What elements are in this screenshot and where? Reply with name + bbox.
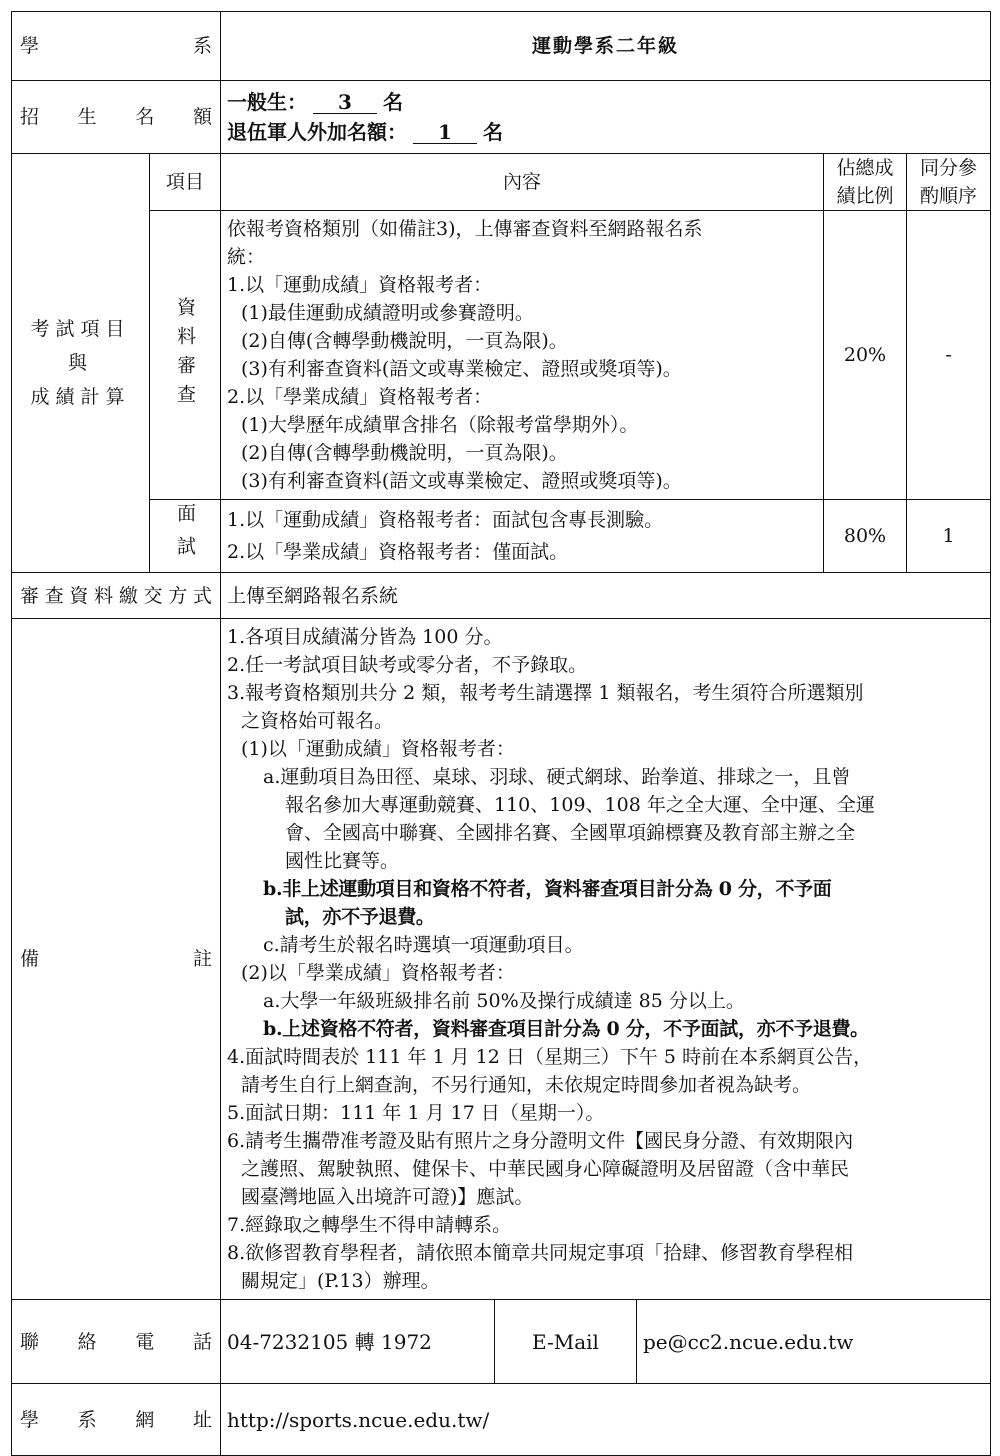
exam-header-weight-1: 佔總成 <box>836 157 894 179</box>
note-line: 會、全國高中聯賽、全國排名賽、全國單項錦標賽及教育部主辦之全 <box>285 822 856 844</box>
review-line: 2.以「學業成績」資格報考者： <box>227 386 493 408</box>
exam-header-content: 內容 <box>221 154 824 211</box>
note-line: 7.經錄取之轉學生不得申請轉系。 <box>227 1214 512 1236</box>
review-weight: 20% <box>824 211 907 500</box>
review-row <box>12 211 991 500</box>
email-label: E-Mail <box>495 1300 637 1384</box>
quota-label <box>20 103 212 131</box>
interview-item-cell <box>150 500 221 573</box>
label-char: 學 <box>20 1408 40 1431</box>
note-line: 8.欲修習教育學程者，請依照本簡章共同規定事項「拾肆、修習教育學程相 <box>227 1242 854 1264</box>
label-char: 話 <box>192 1330 212 1353</box>
label-char: 式 <box>192 584 212 607</box>
note-line: 國臺灣地區入出境許可證)】應試。 <box>241 1186 534 1208</box>
quota-label-cell <box>12 81 221 154</box>
review-line: (3)有利審查資料(語文或專業檢定、證照或獎項等)。 <box>241 470 682 492</box>
label-char: 資 <box>69 584 89 607</box>
label-char: 聯 <box>20 1330 40 1353</box>
submission-row <box>12 573 991 619</box>
note-line: (1)以「運動成績」資格報考者： <box>241 738 515 760</box>
note-line: b.非上述運動項目和資格不符者，資料審查項目計分為 0 分，不予面 <box>263 878 832 900</box>
note-line: a.大學一年級班級排名前 50%及操行成績達 85 分以上。 <box>263 990 745 1012</box>
admission-table <box>11 11 991 1456</box>
note-line: a.運動項目為田徑、桌球、羽球、硬式網球、跆拳道、排球之一，且曾 <box>263 766 851 788</box>
interview-line: 1.以「運動成績」資格報考者：面試包含專長測驗。 <box>227 509 664 531</box>
quota-general-label: 一般生： <box>227 90 307 114</box>
note-line: 試，亦不予退費。 <box>285 906 435 928</box>
review-line: 統： <box>227 246 266 268</box>
notes-label-cell <box>12 619 221 1300</box>
note-line: 6.請考生攜帶准考證及貼有照片之身分證明文件【國民身分證、有效期限內 <box>227 1130 854 1152</box>
label-char: 方 <box>168 584 188 607</box>
website-label <box>20 1406 212 1434</box>
submission-label <box>20 582 212 610</box>
label-char: 繳 <box>118 584 138 607</box>
interview-weight: 80% <box>824 500 907 573</box>
note-line: 國性比賽等。 <box>285 850 400 872</box>
quota-general-unit: 名 <box>383 90 403 114</box>
review-item-cell <box>150 211 221 500</box>
label-char: 註 <box>192 948 212 970</box>
phone-value: 04-7232105 轉 1972 <box>221 1300 495 1384</box>
submission-value: 上傳至網路報名系統 <box>221 573 991 619</box>
review-content <box>221 211 824 500</box>
website-label-cell <box>12 1384 221 1456</box>
exam-header-tie-1: 同分參 <box>920 157 978 179</box>
label-char: 名 <box>135 106 155 128</box>
exam-section-line-1: 考試項目 <box>30 318 131 340</box>
note-line: 之資格始可報名。 <box>241 710 394 732</box>
submission-label-cell <box>12 573 221 619</box>
note-line: 報名參加大專運動競賽、110、109、108 年之全大運、全中運、全運 <box>285 794 875 816</box>
label-char: 學 <box>20 35 40 57</box>
interview-item-label: 面試 <box>174 503 196 569</box>
exam-header-tie <box>907 154 991 211</box>
note-line: b.上述資格不符者，資料審查項目計分為 0 分，不予面試，亦不予退費。 <box>263 1018 869 1040</box>
label-char: 系 <box>192 35 212 57</box>
website-url[interactable]: http://sports.ncue.edu.tw/ <box>221 1384 991 1456</box>
department-row <box>12 12 991 81</box>
quota-veteran-label: 退伍軍人外加名額： <box>227 120 407 144</box>
label-char: 網 <box>135 1408 155 1431</box>
quota-content <box>221 81 991 154</box>
note-line: (2)以「學業成績」資格報考者： <box>241 962 515 984</box>
label-char: 電 <box>135 1330 155 1353</box>
department-name: 運動學系二年級 <box>221 12 991 81</box>
label-char: 系 <box>77 1408 97 1431</box>
label-char: 額 <box>192 106 212 128</box>
exam-section-label <box>12 154 150 573</box>
phone-label <box>20 1328 212 1356</box>
label-char: 交 <box>143 584 163 607</box>
contact-row <box>12 1300 991 1384</box>
note-line: 關規定」(P.13）辦理。 <box>241 1270 440 1292</box>
exam-header-row <box>12 154 991 211</box>
exam-header-weight <box>824 154 907 211</box>
department-label <box>20 32 212 60</box>
quota-general-line <box>227 87 984 117</box>
exam-section-line-3: 成績計算 <box>30 386 131 408</box>
label-char: 查 <box>44 584 64 607</box>
label-char: 址 <box>192 1408 212 1431</box>
quota-general-number: 3 <box>313 91 377 114</box>
exam-section-line-2: 與 <box>67 352 93 374</box>
review-line: (2)自傳(含轉學動機說明，一頁為限)。 <box>241 442 568 464</box>
email-value[interactable]: pe@cc2.ncue.edu.tw <box>637 1300 991 1384</box>
review-line: (3)有利審查資料(語文或專業檢定、證照或獎項等)。 <box>241 358 682 380</box>
label-char: 審 <box>20 584 40 607</box>
website-row <box>12 1384 991 1456</box>
review-line: (2)自傳(含轉學動機說明，一頁為限)。 <box>241 330 568 352</box>
note-line: 之護照、駕駛執照、健保卡、中華民國身心障礙證明及居留證（含中華民 <box>241 1158 850 1180</box>
note-line: 5.面試日期：111 年 1 月 17 日（星期一）。 <box>227 1102 605 1124</box>
interview-tie: 1 <box>907 500 991 573</box>
note-line: 3.報考資格類別共分 2 類，報考考生請選擇 1 類報名，考生須符合所選類別 <box>227 682 864 704</box>
review-line: (1)最佳運動成績證明或參賽證明。 <box>241 302 534 324</box>
note-line: 1.各項目成績滿分皆為 100 分。 <box>227 626 503 648</box>
department-label-cell <box>12 12 221 81</box>
label-char: 絡 <box>77 1330 97 1353</box>
interview-row <box>12 500 991 573</box>
label-char: 料 <box>94 584 114 607</box>
exam-header-weight-2: 績比例 <box>836 185 894 207</box>
review-item-label: 資料審查 <box>174 297 196 413</box>
note-line: 請考生自行上網查詢，不另行通知，未依規定時間參加者視為缺考。 <box>241 1074 812 1096</box>
review-tie: - <box>907 211 991 500</box>
label-char: 備 <box>20 948 40 970</box>
label-char: 生 <box>77 106 97 128</box>
note-line: 4.面試時間表於 111 年 1 月 12 日（星期三）下午 5 時前在本系網頁公告， <box>227 1046 873 1068</box>
note-line: 2.任一考試項目缺考或零分者，不予錄取。 <box>227 654 588 676</box>
quota-veteran-number: 1 <box>413 121 477 144</box>
review-line: (1)大學歷年成績單含排名（除報考當學期外）。 <box>241 414 639 436</box>
interview-content <box>221 500 824 573</box>
exam-header-item: 項目 <box>150 154 221 211</box>
review-line: 1.以「運動成績」資格報考者： <box>227 274 493 296</box>
interview-line: 2.以「學業成績」資格報考者：僅面試。 <box>227 541 569 563</box>
phone-label-cell <box>12 1300 221 1384</box>
exam-header-tie-2: 酌順序 <box>920 185 978 207</box>
notes-content <box>221 619 991 1300</box>
note-line: c.請考生於報名時選填一項運動項目。 <box>263 934 584 956</box>
review-line: 依報考資格類別（如備註3)，上傳審查資料至網路報名系 <box>227 218 703 240</box>
quota-row <box>12 81 991 154</box>
label-char: 招 <box>20 106 40 128</box>
quota-veteran-line <box>227 117 984 147</box>
notes-label <box>20 945 212 973</box>
quota-veteran-unit: 名 <box>483 120 503 144</box>
notes-row <box>12 619 991 1300</box>
